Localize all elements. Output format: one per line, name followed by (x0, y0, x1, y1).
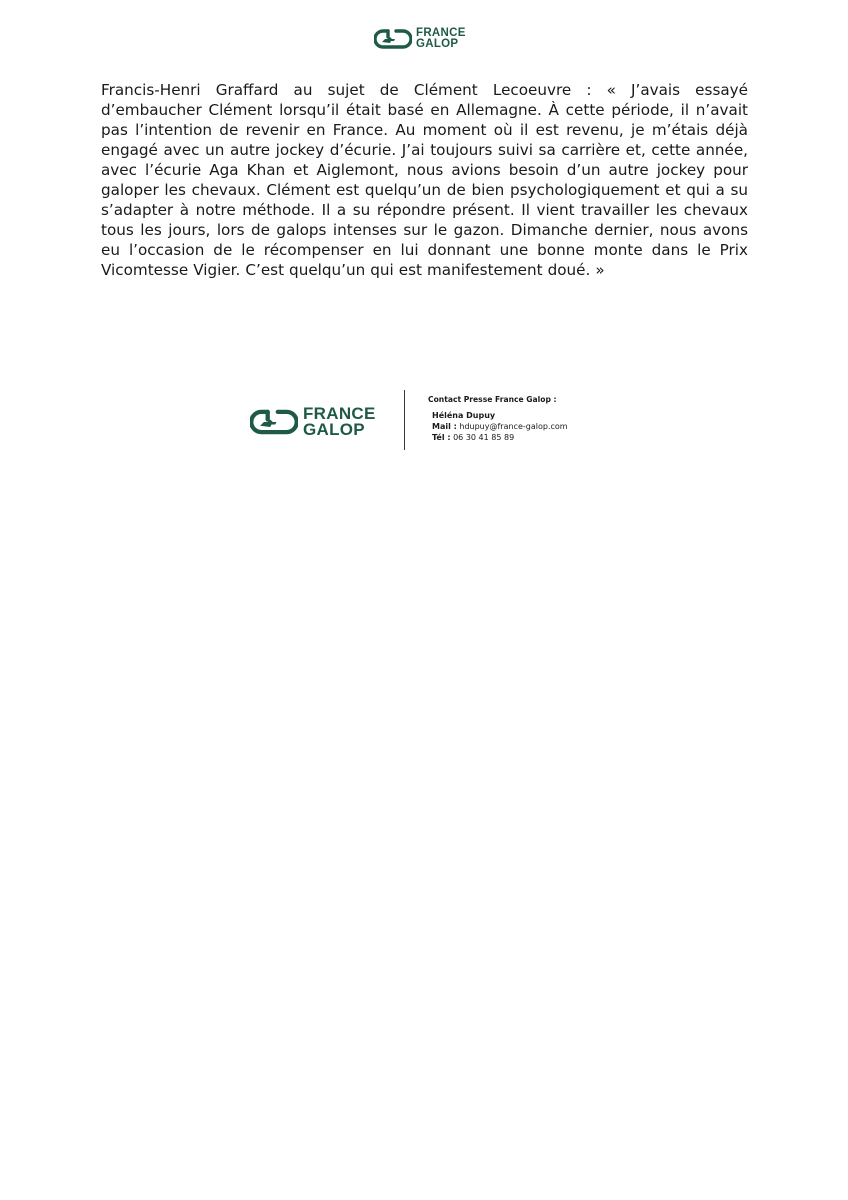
mail-label: Mail : (432, 422, 457, 431)
contact-title: Contact Presse France Galop : (428, 395, 557, 404)
press-contact (428, 394, 568, 443)
contact-tel-line (432, 432, 568, 443)
france-galop-emblem-icon (374, 28, 412, 50)
contact-tel: 06 30 41 85 89 (453, 433, 515, 442)
header-logo (374, 28, 466, 50)
contact-mail[interactable]: hdupuy@france-galop.com (459, 422, 568, 431)
tel-label: Tél : (432, 433, 451, 442)
contact-name: Héléna Dupuy (432, 411, 496, 420)
footer-logo-line2: GALOP (303, 419, 365, 439)
footer-logo-line1: FRANCE (303, 404, 376, 423)
contact-mail-line (432, 421, 568, 432)
footer-divider (404, 390, 405, 450)
header-logo-line2: GALOP (416, 38, 459, 50)
footer-logo (250, 406, 376, 437)
header-logo-line1: FRANCE (416, 27, 466, 40)
article-paragraph: Francis-Henri Graffard au sujet de Clément Lecoeuvre : « J’avais essayé d’embaucher Clément lorsqu’il était basé en Allemagne. À cette période, il n’avait pas l’intention de revenir en France. Au moment où il est revenu, je m’étais déjà engagé avec un autre jockey d’écurie. J’ai toujours suivi sa carrière et, cette année, avec l’écurie Aga Khan et Aiglemont, nous avions besoin d’un autre jockey pour galoper les chevaux. Clément est quelqu’un de bien psychologiquement et qui a su s’adapter à notre méthode. Il a su répondre présent. Il vient travailler les chevaux tous les jours, lors de galops intenses sur le gazon. Dimanche dernier, nous avons eu l’occasion de le récompenser en lui donnant une bonne monte dans le Prix Vicomtesse Vigier. C’est quelqu’un qui est manifestement doué. » (101, 81, 748, 279)
france-galop-emblem-icon (250, 408, 298, 436)
footer (250, 390, 610, 452)
